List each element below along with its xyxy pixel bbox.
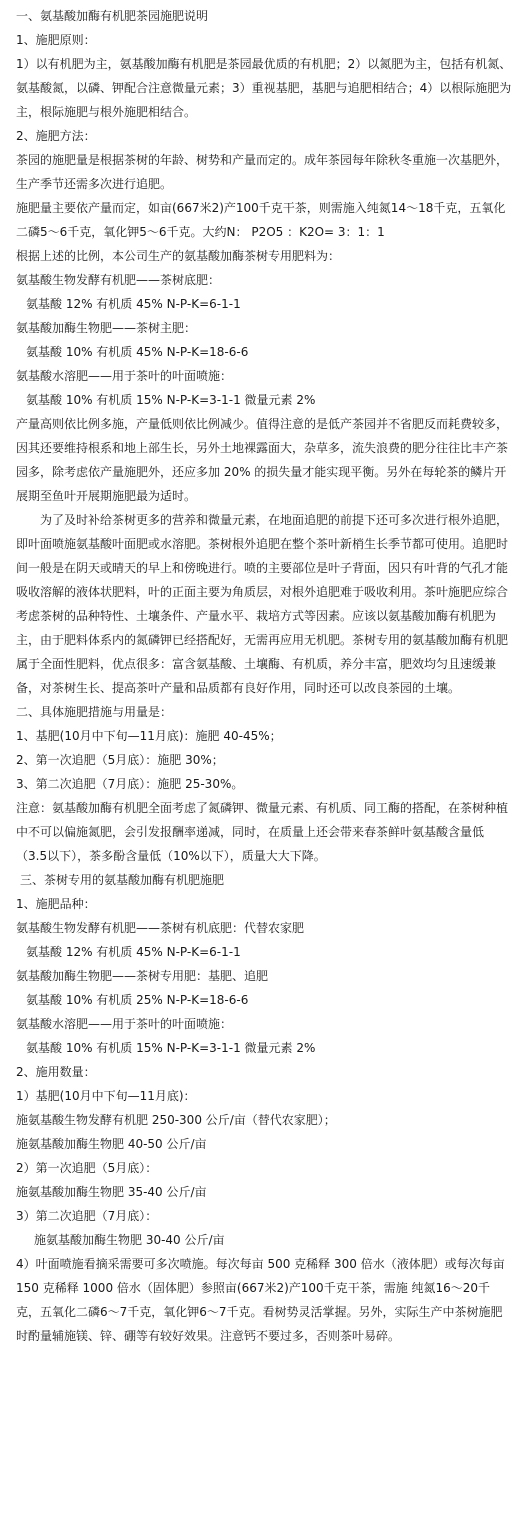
product-main-spec: 氨基酸 10% 有机质 45% N-P-K=18-6-6 [26,345,249,359]
paragraph-amount: 施肥量主要依产量而定，如亩(667米2)产100千克干茶，则需施入纯氮14～18千克，五氧化二磷5～6千克，氧化钾5～6千克。大约N： P2O5 ：K2O= 3：1：1 [16,201,506,239]
quantity-first-heading: 2）第一次追肥（5月底）： [16,1161,158,1175]
section-3-heading: 三、茶树专用的氨基酸加酶有机肥施肥 [20,873,225,887]
subheading-quantity: 2、施用数量： [16,1065,96,1079]
quantity-base-heading: 1）基肥(10月中下旬—11月底)： [16,1089,196,1103]
paragraph-yield: 产量高则依比例多施，产量低则依比例减少。值得注意的是低产茶园并不省肥反而耗费较多，因其还要维持根系和地上部生长，另外土地裸露面大，杂草多，流失浪费的肥分往往比丰产茶园多，除考虑依产量施肥外，还应多加 20% 的损失量才能实现平衡。另外在每轮茶的鳞片开展期至鱼叶开展期施肥最为适时。 [16,417,509,503]
paragraph-foliar-topdressing: 为了及时补给茶树更多的营养和微量元素，在地面追肥的前提下还可多次进行根外追肥，即叶面喷施氨基酸叶面肥或水溶肥。茶树根外追肥在整个茶叶新梢生长季节都可使用。追肥时间一般是在阴天或晴天的早上和傍晚进行。喷的主要部位是叶子背面，因只有叶背的气孔才能吸收溶解的液体状肥料，叶的正面主要为角质层，对根外追肥难于吸收利用。茶叶施肥应综合考虑茶树的品种特性、土壤条件、产量水平、栽培方式等因素。应该以氨基酸加酶有机肥为主，由于肥料体系内的氮磷钾已经搭配好，无需再应用无机肥。茶树专用的氨基酸加酶有机肥属于全面性肥料，优点很多：富含氨基酸、土壤酶、有机质，养分丰富，肥效均匀且速缓兼备，对茶树生长、提高茶叶产量和品质都有良好作用，同时还可以改良茶园的土壤。 [16,513,509,695]
product-foliar-spec: 氨基酸 10% 有机质 15% N-P-K=3-1-1 微量元素 2% [26,393,316,407]
measure-second-topdressing: 3、第二次追肥（7月底）：施肥 25-30%。 [16,777,244,791]
variety-organic-base-spec: 氨基酸 12% 有机质 45% N-P-K=6-1-1 [26,945,241,959]
variety-foliar-spec: 氨基酸 10% 有机质 15% N-P-K=3-1-1 微量元素 2% [26,1041,316,1055]
subheading-varieties: 1、施肥品种： [16,897,96,911]
measure-base: 1、基肥(10月中下旬—11月底)：施肥 40-45%； [16,729,282,743]
quantity-base-organic: 施氨基酸生物发酵有机肥 250-300 公斤/亩（替代农家肥）； [16,1113,336,1127]
subheading-principles: 1、施肥原则： [16,33,96,47]
section-1-heading: 一、氨基酸加酶有机肥茶园施肥说明 [16,9,209,23]
variety-special-spec: 氨基酸 10% 有机质 25% N-P-K=18-6-6 [26,993,249,1007]
quantity-second-heading: 3）第二次追肥（7月底）： [16,1209,158,1223]
product-base-fertilizer: 氨基酸生物发酵有机肥——茶树底肥： [16,273,221,287]
variety-foliar: 氨基酸水溶肥——用于茶叶的叶面喷施： [16,1017,233,1031]
quantity-second-amount: 施氨基酸加酶生物肥 30-40 公斤/亩 [34,1233,225,1247]
measure-first-topdressing: 2、第一次追肥（5月底）：施肥 30%； [16,753,224,767]
paragraph-principles: 1）以有机肥为主，氨基酸加酶有机肥是茶园最优质的有机肥；2）以氮肥为主，包括有机氮、氨基酸氮，以磷、钾配合注意微量元素；3）重视基肥，基肥与追肥相结合；4）以根际施肥为主，根际施肥与根外施肥相结合。 [16,57,512,119]
product-base-spec: 氨基酸 12% 有机质 45% N-P-K=6-1-1 [26,297,241,311]
subheading-methods: 2、施肥方法： [16,129,96,143]
variety-organic-base: 氨基酸生物发酵有机肥——茶树有机底肥：代替农家肥 [16,921,305,935]
product-foliar: 氨基酸水溶肥——用于茶叶的叶面喷施： [16,369,233,383]
variety-special: 氨基酸加酶生物肥——茶树专用肥：基肥、追肥 [16,969,269,983]
paragraph-methods: 茶园的施肥量是根据茶树的年龄、树势和产量而定的。成年茶园每年除秋冬重施一次基肥外，生产季节还需多次进行追肥。 [16,153,509,191]
quantity-foliar-paragraph: 4）叶面喷施看摘采需要可多次喷施。每次每亩 500 克稀释 300 倍水（液体肥）或每次每亩 150 克稀释 1000 倍水（固体肥）参照亩(667米2)产100千克干茶，需施 纯氮16～20千克，五氧化二磷6～7千克，氧化钾6～7千克。看树势灵活掌握。另外，实际生产中茶树施肥时酌量辅施镁、锌、硼等有较好效果。注意钙不要过多，否则茶叶易碎。 [16,1257,505,1343]
section-2-heading: 二、具体施肥措施与用量是： [16,705,173,719]
paragraph-note: 注意：氨基酸加酶有机肥全面考虑了氮磷钾、微量元素、有机质、同工酶的搭配，在茶树种植中不可以偏施氮肥，会引发报酬率递减，同时，在质量上还会带来春茶鲜叶氨基酸含量低（3.5以下），茶多酚含量低（10%以下），质量大大下降。 [16,801,509,863]
paragraph-ratio: 根据上述的比例，本公司生产的氨基酸加酶茶树专用肥料为： [16,249,341,263]
quantity-first-amount: 施氨基酸加酶生物肥 35-40 公斤/亩 [16,1185,207,1199]
quantity-base-enzyme: 施氨基酸加酶生物肥 40-50 公斤/亩 [16,1137,207,1151]
product-main-fertilizer: 氨基酸加酶生物肥——茶树主肥： [16,321,197,335]
